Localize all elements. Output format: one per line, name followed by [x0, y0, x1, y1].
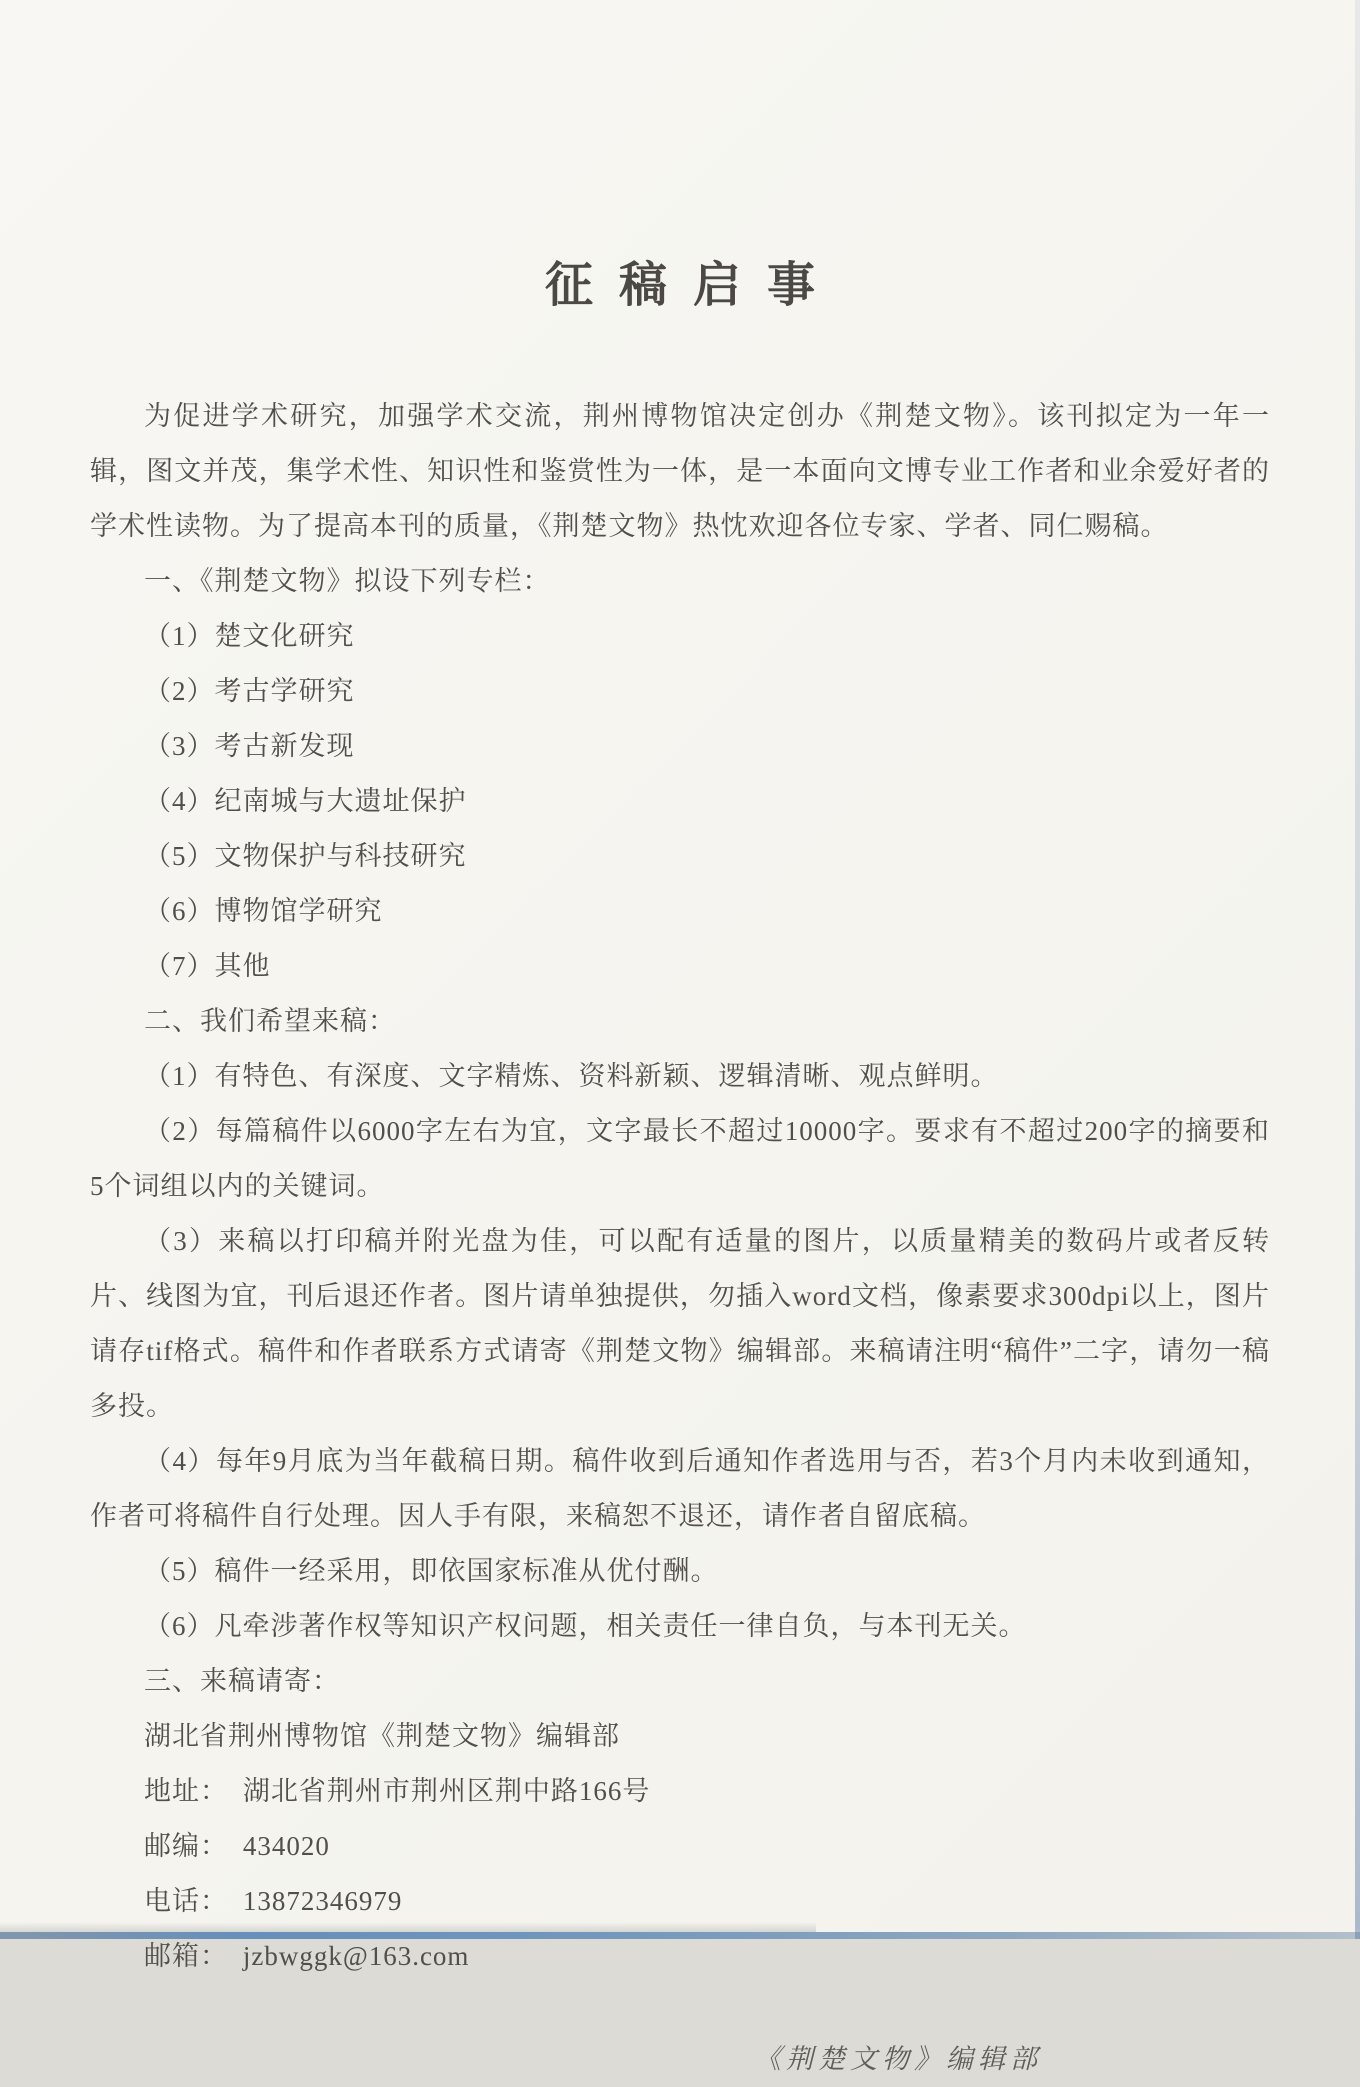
section1-item-5: （5）文物保护与科技研究	[144, 841, 467, 871]
phone-label: 电话：	[144, 1886, 228, 1916]
section2-item-2: （2）每篇稿件以6000字左右为宜，文字最长不超过10000字。要求有不超过200字的摘要和5个词组以内的关键词。	[90, 1116, 1270, 1201]
section1-item-3: （3）考古新发现	[144, 731, 355, 761]
section2-item-1: （1）有特色、有深度、文字精炼、资料新颖、逻辑清晰、观点鲜明。	[144, 1061, 999, 1091]
contact-postcode-row	[90, 1819, 1270, 1874]
editorial-signature: 《荆楚文物》编辑部	[754, 2044, 1042, 2074]
contact-phone-row	[90, 1874, 1270, 1929]
scan-bottom-shadow	[0, 1922, 816, 1932]
section1-item-4: （4）纪南城与大遗址保护	[144, 786, 467, 816]
section2-item-6: （6）凡牵涉著作权等知识产权问题，相关责任一律自负，与本刊无关。	[144, 1611, 1027, 1641]
section1-item-7: （7）其他	[144, 951, 271, 981]
email-label: 邮箱：	[144, 1941, 228, 1971]
page-title: 征稿启事	[544, 259, 841, 312]
section2-item-4: （4）每年9月底为当年截稿日期。稿件收到后通知作者选用与否，若3个月内未收到通知，作者可将稿件自行处理。因人手有限，来稿恕不退还，请作者自留底稿。	[90, 1446, 1270, 1531]
address-label: 地址：	[144, 1776, 228, 1806]
section1-heading: 一、《荆楚文物》拟设下列专栏：	[144, 566, 551, 596]
scan-right-edge	[1355, 0, 1360, 1939]
section3-heading: 三、来稿请寄：	[144, 1666, 340, 1696]
section1-item-1: （1）楚文化研究	[144, 621, 355, 651]
section1-item-2: （2）考古学研究	[144, 676, 355, 706]
section1-item-6: （6）博物馆学研究	[144, 896, 383, 926]
section2-heading: 二、我们希望来稿：	[144, 1006, 396, 1036]
contact-address-row	[90, 1764, 1270, 1819]
section2-item-5: （5）稿件一经采用，即依国家标准从优付酬。	[144, 1556, 719, 1586]
postcode-value: 434020	[242, 1831, 330, 1861]
intro-paragraph: 为促进学术研究，加强学术交流，荆州博物馆决定创办《荆楚文物》。该刊拟定为一年一辑，图文并茂，集学术性、知识性和鉴赏性为一体，是一本面向文博专业工作者和业余爱好者的学术性读物。为了提高本刊的质量，《荆楚文物》热忱欢迎各位专家、学者、同仁赐稿。	[90, 401, 1270, 541]
address-value: 湖北省荆州市荆州区荆中路166号	[242, 1776, 651, 1806]
phone-value: 13872346979	[242, 1886, 403, 1916]
postcode-label: 邮编：	[144, 1831, 228, 1861]
section3-recipient: 湖北省荆州博物馆《荆楚文物》编辑部	[144, 1721, 620, 1751]
section2-item-3: （3）来稿以打印稿并附光盘为佳，可以配有适量的图片，以质量精美的数码片或者反转片、线图为宜，刊后退还作者。图片请单独提供，勿插入word文档，像素要求300dpi以上，图片请存tif格式。稿件和作者联系方式请寄《荆楚文物》编辑部。来稿请注明“稿件”二字，请勿一稿多投。	[90, 1226, 1270, 1421]
email-value: jzbwggk@163.com	[242, 1941, 470, 1971]
scan-bottom-edge	[0, 1932, 1360, 1939]
